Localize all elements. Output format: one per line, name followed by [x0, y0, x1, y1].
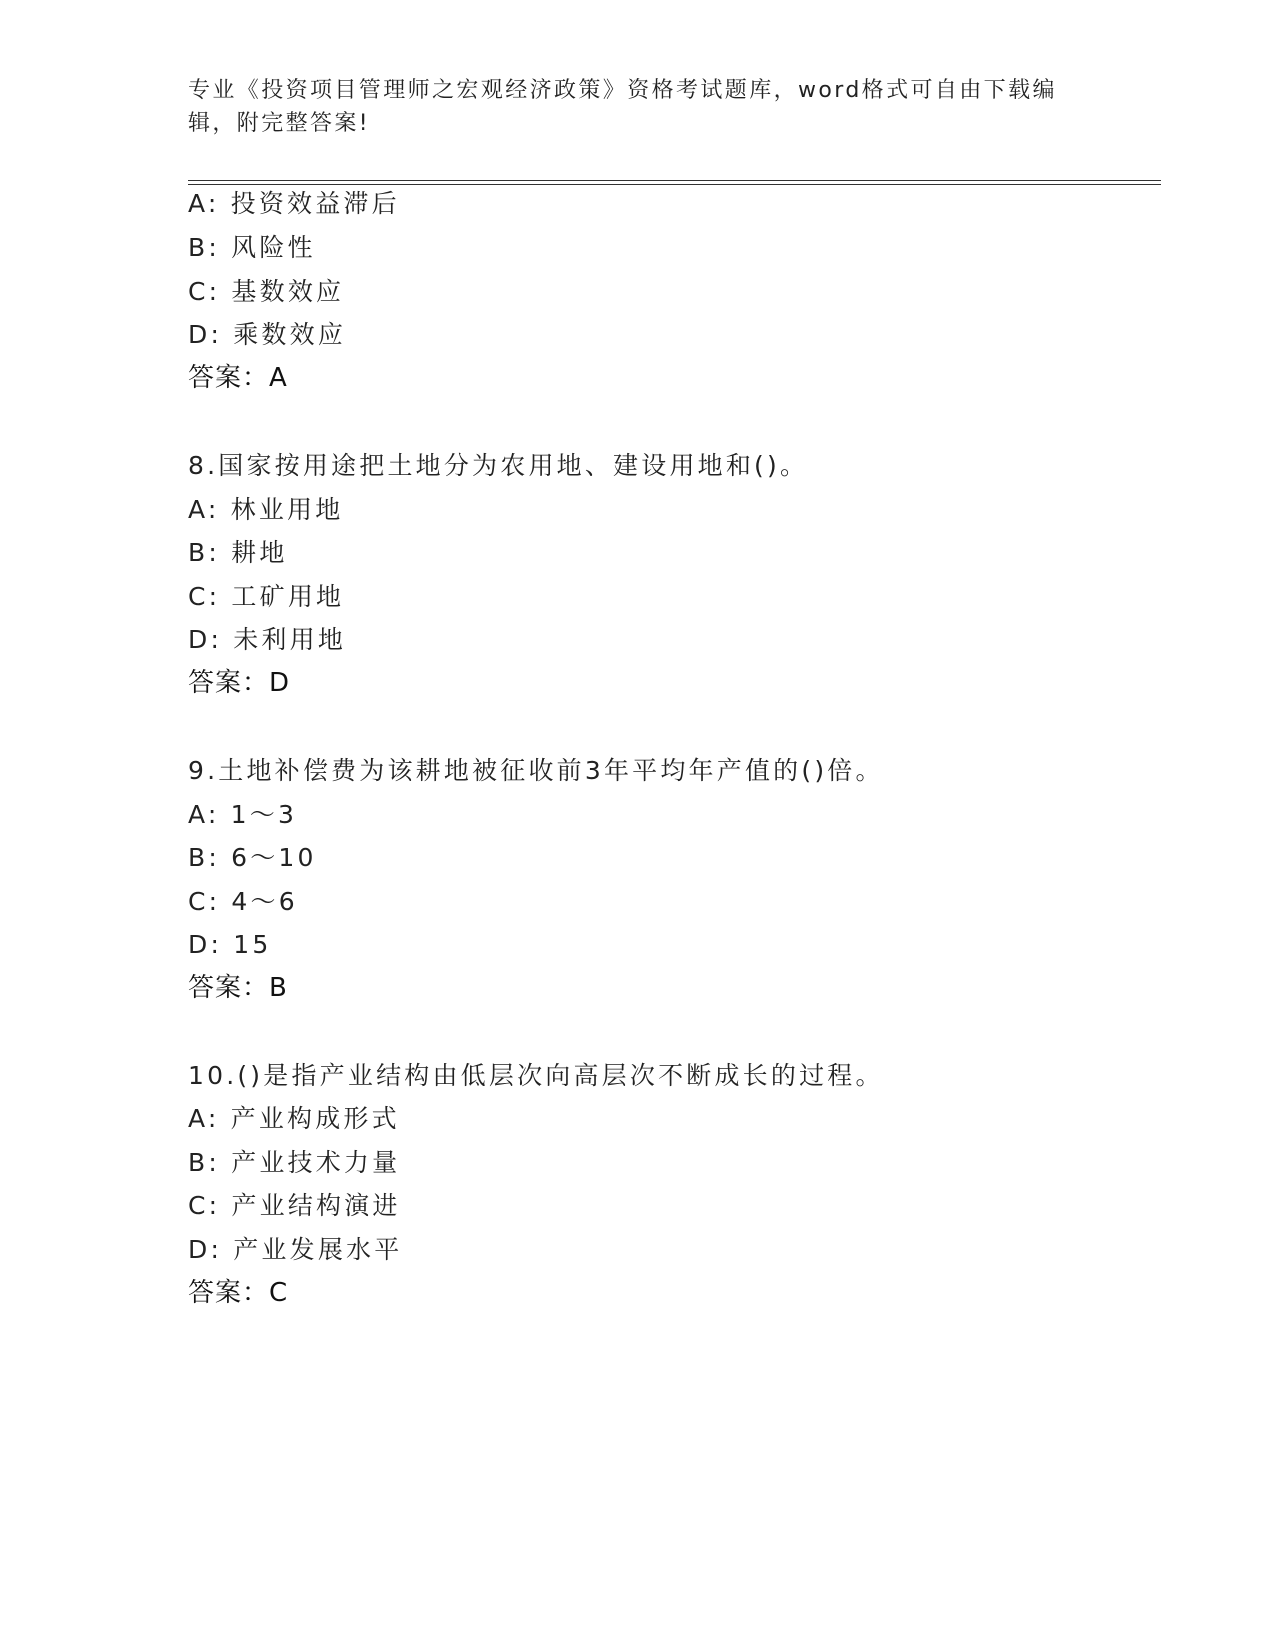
q7-option-b: B: 风险性 [188, 233, 316, 262]
q9-option-b: B: 6～10 [188, 843, 317, 872]
document-header: 专业《投资项目管理师之宏观经济政策》资格考试题库，word格式可自由下载编辑，附完整答案! [188, 78, 1057, 136]
q10-stem: 10.()是指产业结构由低层次向高层次不断成长的过程。 [188, 1061, 884, 1090]
q9-option-d: D: 15 [188, 930, 272, 959]
header-divider-bottom [188, 184, 1161, 185]
q9-option-c: C: 4～6 [188, 887, 298, 916]
q8-option-c: C: 工矿用地 [188, 582, 345, 611]
q8-option-a: A: 林业用地 [188, 495, 344, 524]
q8-option-b: B: 耕地 [188, 538, 288, 567]
q9-stem: 9.土地补偿费为该耕地被征收前3年平均年产值的()倍。 [188, 756, 884, 785]
q7-option-c: C: 基数效应 [188, 277, 345, 306]
q7-option-a: A: 投资效益滞后 [188, 189, 400, 218]
q8-answer: 答案：D [188, 668, 291, 698]
q10-option-c: C: 产业结构演进 [188, 1191, 401, 1220]
q8-stem: 8.国家按用途把土地分为农用地、建设用地和()。 [188, 451, 809, 480]
q9-option-a: A: 1～3 [188, 800, 298, 829]
q10-option-b: B: 产业技术力量 [188, 1148, 401, 1177]
q10-option-a: A: 产业构成形式 [188, 1104, 400, 1133]
q10-option-d: D: 产业发展水平 [188, 1235, 403, 1264]
q7-option-d: D: 乘数效应 [188, 320, 347, 349]
q9-answer: 答案：B [188, 973, 288, 1003]
q10-answer: 答案：C [188, 1278, 289, 1308]
q7-answer: 答案：A [188, 363, 288, 393]
q8-option-d: D: 未利用地 [188, 625, 347, 654]
header-divider-top [188, 180, 1161, 181]
